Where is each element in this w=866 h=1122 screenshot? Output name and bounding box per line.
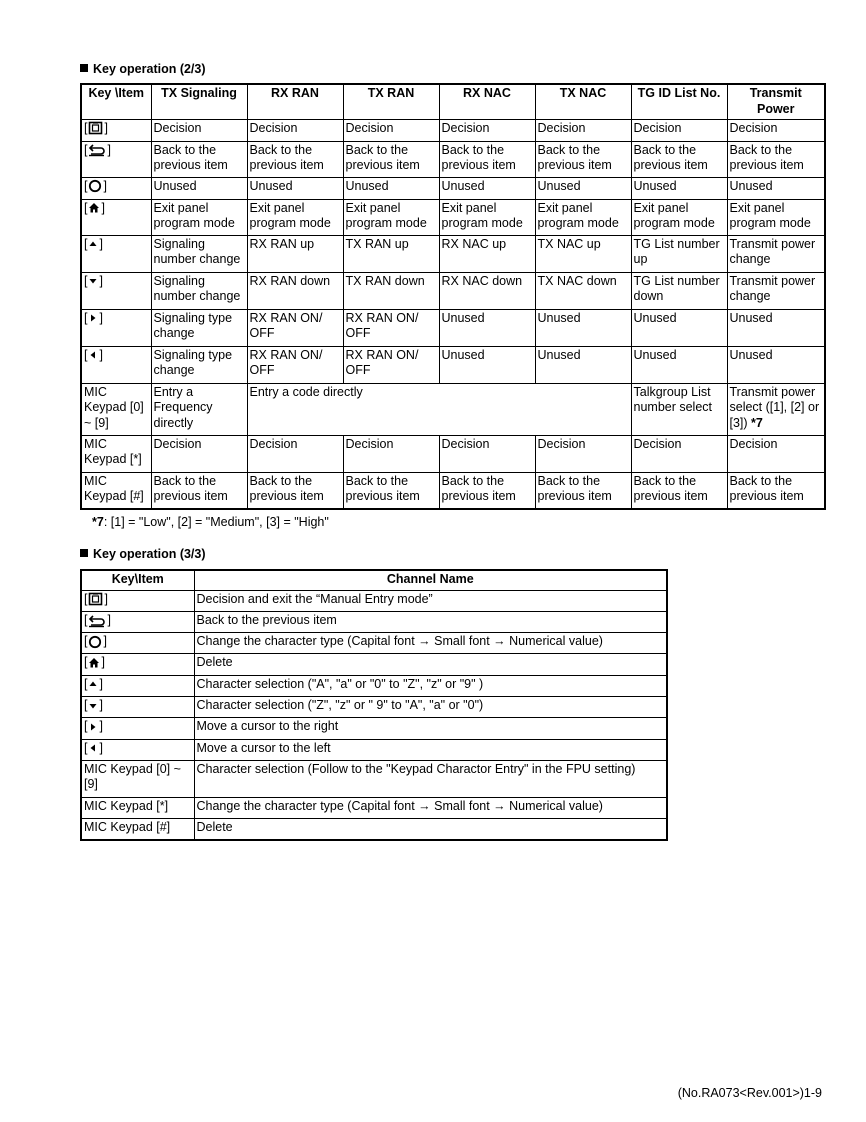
key-cell: MIC Keypad [#] [81, 819, 194, 840]
table-cell: Decision [247, 119, 343, 141]
table-cell: RX RAN ON/ OFF [247, 346, 343, 383]
key-cell: MIC Keypad [*] [81, 435, 151, 472]
table-cell: Unused [727, 309, 825, 346]
key-cell [81, 739, 194, 760]
table-cell: Exit panel program mode [727, 199, 825, 235]
enter-icon: [ ] [84, 591, 108, 606]
table-cell: Signaling type change [151, 346, 247, 383]
key-cell [81, 654, 194, 675]
table-row [81, 383, 825, 435]
table-cell: Back to the previous item [439, 472, 535, 509]
key-cell [81, 141, 151, 177]
table-cell: Character selection ("A", "a" or "0" to "Z", "z" or "9" ) [194, 675, 667, 696]
section-title-text: Key operation (3/3) [93, 547, 206, 561]
table-cell: Move a cursor to the left [194, 739, 667, 760]
table-cell: RX NAC down [439, 272, 535, 309]
section-title-key-operation-3 [80, 547, 206, 561]
table-cell: Back to the previous item [727, 141, 825, 177]
table-row [81, 119, 825, 141]
table-row [81, 177, 825, 199]
table-cell: Decision [631, 435, 727, 472]
table-cell: Back to the previous item [631, 141, 727, 177]
key-cell: MIC Keypad [0] ~ [9] [81, 760, 194, 797]
table-cell: Back to the previous item [727, 472, 825, 509]
table-cell: Back to the previous item [151, 472, 247, 509]
key-cell [81, 675, 194, 696]
table-cell: Decision [439, 435, 535, 472]
up-icon: [ ] [84, 676, 103, 691]
table-cell: Unused [631, 346, 727, 383]
table-cell: Decision [439, 119, 535, 141]
table-cell: RX NAC up [439, 235, 535, 272]
table-cell: Exit panel program mode [535, 199, 631, 235]
table-cell: Exit panel program mode [631, 199, 727, 235]
header-tg-id-list: TG ID List No. [631, 84, 727, 119]
table-cell: Unused [535, 346, 631, 383]
footnote-ref: *7 [751, 415, 763, 430]
circle-icon: [ ] [84, 634, 107, 649]
table-row [81, 718, 667, 739]
table-row [81, 472, 825, 509]
table-cell: Exit panel program mode [151, 199, 247, 235]
table-cell: RX RAN ON/ OFF [343, 309, 439, 346]
header-tx-signaling: TX Signaling [151, 84, 247, 119]
table-row [81, 199, 825, 235]
table-cell: Exit panel program mode [343, 199, 439, 235]
table-cell: Delete [194, 819, 667, 840]
table-row [81, 235, 825, 272]
table-row [81, 819, 667, 840]
header-key-item: Key \Item [81, 84, 151, 119]
key-cell [81, 696, 194, 717]
key-operation-3-table [80, 569, 668, 841]
down-icon: [ ] [84, 697, 103, 712]
table-cell: Exit panel program mode [439, 199, 535, 235]
key-cell: MIC Keypad [0] ~ [9] [81, 383, 151, 435]
table-cell: Decision and exit the “Manual Entry mode” [194, 590, 667, 611]
key-cell [81, 590, 194, 611]
table-cell: Talkgroup List number select [631, 383, 727, 435]
home-icon: [ ] [84, 655, 105, 670]
table-cell-span: Entry a code directly [247, 383, 631, 435]
table-cell: Unused [439, 309, 535, 346]
table-cell: Character selection (Follow to the "Keypad Charactor Entry" in the FPU setting) [194, 760, 667, 797]
table-row [81, 590, 667, 611]
key-cell [81, 633, 194, 654]
section-title-text: Key operation (2/3) [93, 62, 206, 76]
page-footer: (No.RA073<Rev.001>)1-9 [677, 1086, 822, 1100]
table-row [81, 696, 667, 717]
table-row [81, 309, 825, 346]
header-transmit-power: Transmit Power [727, 84, 825, 119]
header-channel-name: Channel Name [194, 570, 667, 590]
back-icon: [ ] [84, 142, 111, 157]
table-row [81, 739, 667, 760]
table-cell: Decision [151, 119, 247, 141]
key-cell [81, 718, 194, 739]
table-row [81, 611, 667, 632]
table-row [81, 141, 825, 177]
table-cell: Back to the previous item [343, 472, 439, 509]
table-cell: Unused [727, 177, 825, 199]
header-rx-ran: RX RAN [247, 84, 343, 119]
table-cell: Back to the previous item [535, 141, 631, 177]
table-cell: Decision [247, 435, 343, 472]
table-cell: Decision [535, 119, 631, 141]
table-cell: Decision [631, 119, 727, 141]
bullet-square-icon [80, 64, 88, 72]
table-cell: Signaling number change [151, 272, 247, 309]
table-cell: TX RAN up [343, 235, 439, 272]
table-cell: TX NAC down [535, 272, 631, 309]
table-cell: Character selection ("Z", "z" or " 9" to "A", "a" or "0") [194, 696, 667, 717]
table-cell: Back to the previous item [343, 141, 439, 177]
table-cell: Decision [151, 435, 247, 472]
table-cell: Back to the previous item [194, 611, 667, 632]
table-cell: Unused [343, 177, 439, 199]
table-cell: Exit panel program mode [247, 199, 343, 235]
table-cell [727, 383, 825, 435]
circle-icon: [ ] [84, 178, 107, 193]
left-icon: [ ] [84, 740, 103, 755]
table-cell: Delete [194, 654, 667, 675]
table-cell: Change the character type (Capital font → Small font → Numerical value) [194, 797, 667, 818]
table-cell: Back to the previous item [247, 141, 343, 177]
section-title-key-operation-2 [80, 62, 206, 76]
header-tx-nac: TX NAC [535, 84, 631, 119]
left-icon: [ ] [84, 347, 103, 362]
table-cell: RX RAN ON/ OFF [343, 346, 439, 383]
table-cell: RX RAN ON/ OFF [247, 309, 343, 346]
table-cell: TG List number up [631, 235, 727, 272]
table-cell: Back to the previous item [631, 472, 727, 509]
table-cell: Decision [727, 119, 825, 141]
table-row [81, 675, 667, 696]
header-key-item: Key\Item [81, 570, 194, 590]
home-icon: [ ] [84, 200, 105, 215]
table-cell: Unused [727, 346, 825, 383]
table-cell: Signaling type change [151, 309, 247, 346]
key-cell [81, 199, 151, 235]
table-cell: Back to the previous item [151, 141, 247, 177]
header-tx-ran: TX RAN [343, 84, 439, 119]
right-icon: [ ] [84, 310, 103, 325]
table-cell: Decision [727, 435, 825, 472]
down-icon: [ ] [84, 273, 103, 288]
table-cell: Unused [631, 309, 727, 346]
table-cell: Change the character type (Capital font → Small font → Numerical value) [194, 633, 667, 654]
table-cell: TX NAC up [535, 235, 631, 272]
table-cell: Decision [535, 435, 631, 472]
footnote-text: : [1] = "Low", [2] = "Medium", [3] = "High" [103, 515, 329, 529]
table-cell: Transmit power change [727, 272, 825, 309]
back-icon: [ ] [84, 612, 111, 627]
table-cell: Unused [631, 177, 727, 199]
key-cell [81, 119, 151, 141]
footnote [92, 515, 329, 529]
table-row [81, 435, 825, 472]
table-cell: Transmit power change [727, 235, 825, 272]
table-cell: RX RAN up [247, 235, 343, 272]
key-cell [81, 235, 151, 272]
table-row [81, 654, 667, 675]
table-cell: Back to the previous item [535, 472, 631, 509]
up-icon: [ ] [84, 236, 103, 251]
table-cell: Unused [439, 177, 535, 199]
right-icon: [ ] [84, 719, 103, 734]
key-cell [81, 272, 151, 309]
table-row [81, 272, 825, 309]
table-cell: Entry a Frequency directly [151, 383, 247, 435]
table-cell: Move a cursor to the right [194, 718, 667, 739]
key-operation-2-table [80, 83, 826, 510]
table-cell: RX RAN down [247, 272, 343, 309]
table-cell: Decision [343, 435, 439, 472]
key-cell [81, 346, 151, 383]
table-cell: Back to the previous item [439, 141, 535, 177]
table-cell: Signaling number change [151, 235, 247, 272]
header-rx-nac: RX NAC [439, 84, 535, 119]
key-cell: MIC Keypad [#] [81, 472, 151, 509]
table-row [81, 346, 825, 383]
table-cell: Decision [343, 119, 439, 141]
transmit-power-select-text: Transmit power select ([1], [2] or [3]) [729, 384, 820, 430]
table-row [81, 760, 667, 797]
table-cell: Unused [439, 346, 535, 383]
key-cell [81, 611, 194, 632]
table-cell: Unused [535, 309, 631, 346]
table-cell: TG List number down [631, 272, 727, 309]
table-row [81, 797, 667, 818]
table-cell: Unused [535, 177, 631, 199]
key-cell: MIC Keypad [*] [81, 797, 194, 818]
bullet-square-icon [80, 549, 88, 557]
enter-icon: [ ] [84, 120, 108, 135]
key-cell [81, 177, 151, 199]
key-cell [81, 309, 151, 346]
table-cell: Unused [247, 177, 343, 199]
table-cell: Unused [151, 177, 247, 199]
table-cell: Back to the previous item [247, 472, 343, 509]
footnote-ref: *7 [92, 515, 104, 529]
table-row [81, 633, 667, 654]
table-cell: TX RAN down [343, 272, 439, 309]
